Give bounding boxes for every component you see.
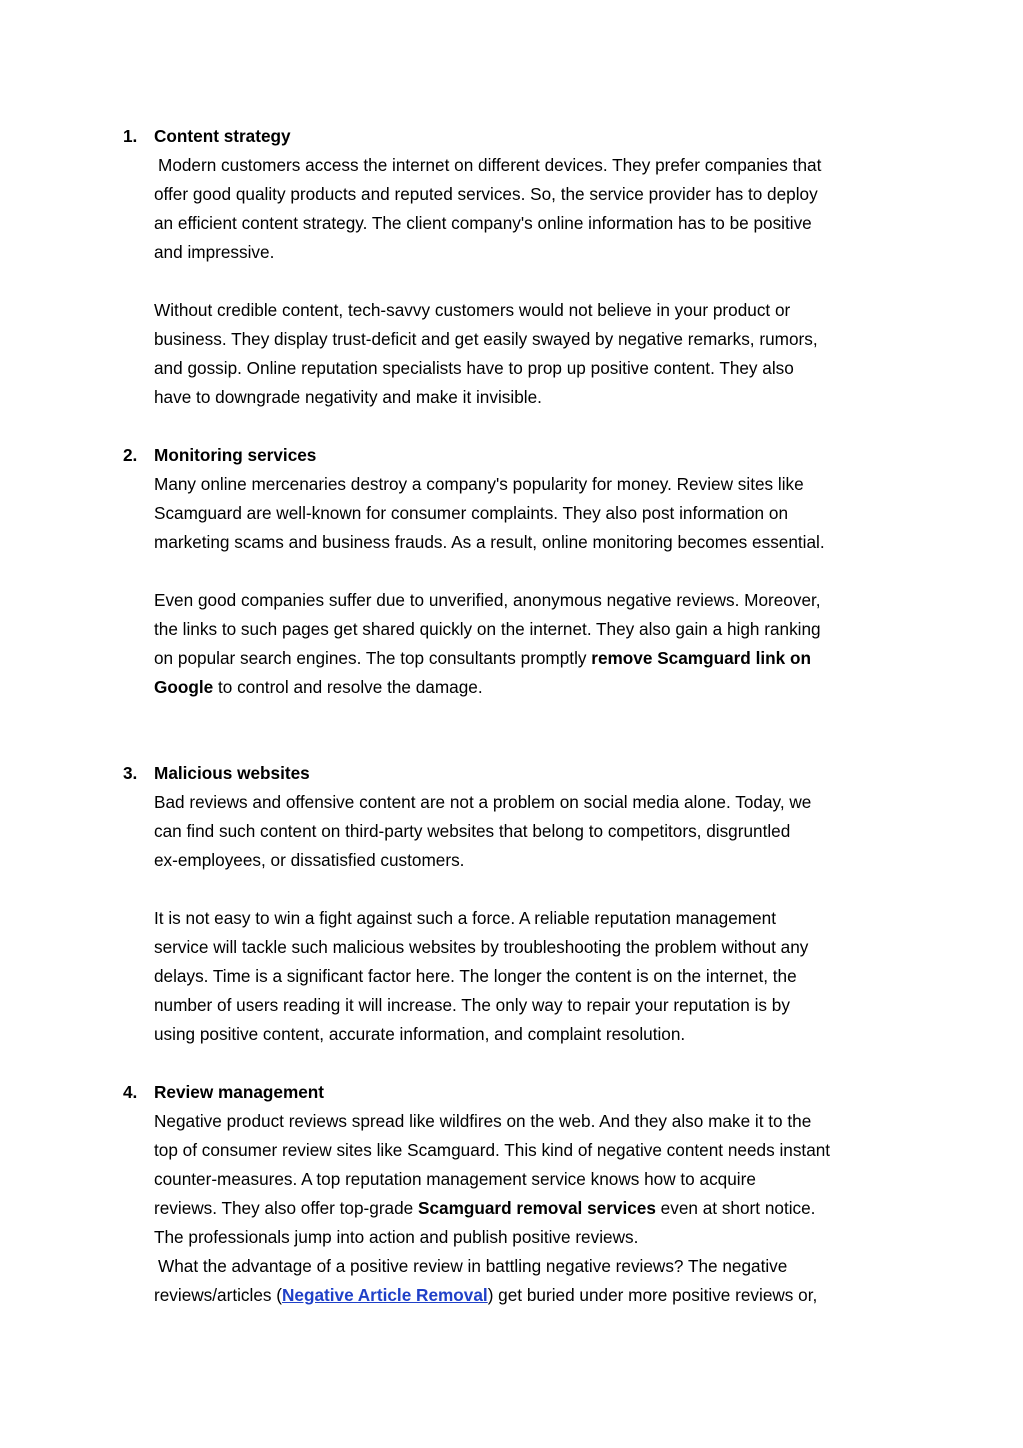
section-number: 2. xyxy=(123,445,138,465)
negative-article-removal-link[interactable]: Negative Article Removal xyxy=(281,1285,488,1305)
text-line: ex-employees, or dissatisfied customers. xyxy=(154,850,465,870)
text-line xyxy=(154,673,902,702)
text-line: counter-measures. A top reputation management service knows how to acquire xyxy=(154,1169,756,1189)
text-line: business. They display trust-deficit and get easily swayed by negative remarks, rumors, xyxy=(154,329,818,349)
paragraph xyxy=(154,151,902,267)
text-segment: reviews. They also offer top-grade xyxy=(154,1198,418,1218)
text-line: service will tackle such malicious websites by troubleshooting the problem without any xyxy=(154,937,809,957)
section-number: 4. xyxy=(123,1082,138,1102)
section-number: 3. xyxy=(123,763,138,783)
section-review-management xyxy=(123,1078,903,1310)
text-line: Bad reviews and offensive content are not a problem on social media alone. Today, we xyxy=(154,792,812,812)
text-segment: reviews/articles ( xyxy=(154,1285,282,1305)
text-line: and gossip. Online reputation specialists have to prop up positive content. They also xyxy=(154,358,794,378)
section-heading xyxy=(123,441,903,470)
text-line: can find such content on third-party websites that belong to competitors, disgruntled xyxy=(154,821,791,841)
section-monitoring-services xyxy=(123,441,903,702)
section-title: Content strategy xyxy=(154,126,291,146)
section-title: Review management xyxy=(154,1082,325,1102)
paragraph xyxy=(154,904,902,1049)
text-line xyxy=(154,1194,902,1223)
section-content-strategy xyxy=(123,122,903,412)
text-line: The professionals jump into action and publish positive reviews. xyxy=(154,1227,639,1247)
section-malicious-websites xyxy=(123,759,903,1049)
text-line: top of consumer review sites like Scamguard. This kind of negative content needs instant xyxy=(154,1140,831,1160)
text-line: and impressive. xyxy=(154,242,275,262)
section-heading xyxy=(123,759,903,788)
text-segment: even at short notice. xyxy=(655,1198,816,1218)
text-line: Even good companies suffer due to unverified, anonymous negative reviews. Moreover, xyxy=(154,590,821,610)
text-line: using positive content, accurate information, and complaint resolution. xyxy=(154,1024,686,1044)
section-number: 1. xyxy=(123,126,138,146)
paragraph xyxy=(154,586,902,702)
text-line: Many online mercenaries destroy a company's popularity for money. Review sites like xyxy=(154,474,804,494)
paragraph xyxy=(154,788,902,875)
text-line: marketing scams and business frauds. As a result, online monitoring becomes essential. xyxy=(154,532,825,552)
paragraph xyxy=(154,296,902,412)
text-line: the links to such pages get shared quickly on the internet. They also gain a high ranking xyxy=(154,619,821,639)
text-line: delays. Time is a significant factor here. The longer the content is on the internet, the xyxy=(154,966,797,986)
text-line: an efficient content strategy. The client company's online information has to be positive xyxy=(154,213,812,233)
text-line: have to downgrade negativity and make it invisible. xyxy=(154,387,542,407)
paragraph xyxy=(154,1107,902,1310)
text-line: number of users reading it will increase. The only way to repair your reputation is by xyxy=(154,995,790,1015)
text-line xyxy=(154,1281,902,1310)
text-segment: to control and resolve the damage. xyxy=(213,677,483,697)
section-heading xyxy=(123,122,903,151)
paragraph xyxy=(154,470,902,557)
text-line xyxy=(154,644,902,673)
text-segment: on popular search engines. The top consultants promptly xyxy=(154,648,592,668)
text-line: Modern customers access the internet on different devices. They prefer companies that xyxy=(158,155,822,175)
bold-keyword: Scamguard removal services xyxy=(418,1198,656,1218)
bold-keyword: remove Scamguard link on xyxy=(591,648,811,668)
section-title: Malicious websites xyxy=(154,763,310,783)
section-title: Monitoring services xyxy=(154,445,317,465)
text-line: Without credible content, tech-savvy customers would not believe in your product or xyxy=(154,300,791,320)
text-line: What the advantage of a positive review in battling negative reviews? The negative xyxy=(158,1256,788,1276)
text-line: Negative product reviews spread like wildfires on the web. And they also make it to the xyxy=(154,1111,812,1131)
text-line: Scamguard are well-known for consumer complaints. They also post information on xyxy=(154,503,789,523)
section-heading xyxy=(123,1078,903,1107)
bold-keyword: Google xyxy=(154,677,214,697)
text-segment: ) get buried under more positive reviews or, xyxy=(487,1285,818,1305)
text-line: It is not easy to win a fight against such a force. A reliable reputation management xyxy=(154,908,776,928)
text-line: offer good quality products and reputed services. So, the service provider has to deploy xyxy=(154,184,818,204)
